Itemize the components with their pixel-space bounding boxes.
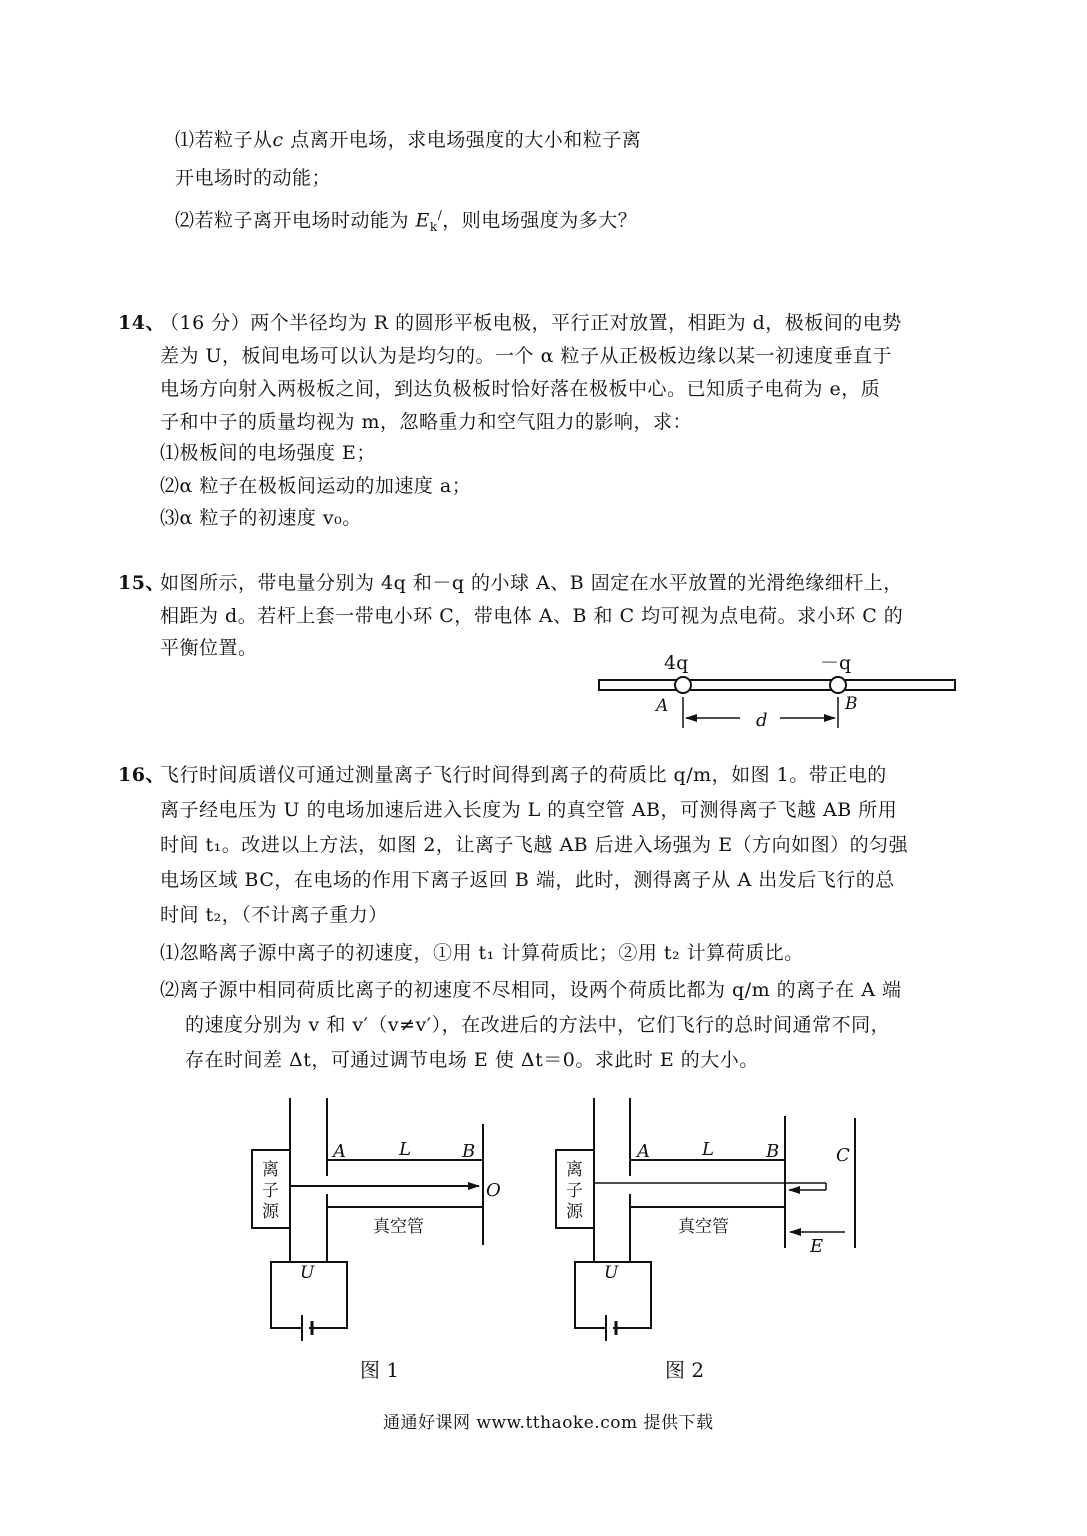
source-char-2: 子 bbox=[262, 1181, 279, 1201]
label-a: A bbox=[333, 1141, 346, 1162]
q15-line3: 平衡位置。 bbox=[160, 637, 258, 659]
q14-part3: ⑶α 粒子的初速度 v₀。 bbox=[160, 507, 362, 529]
label-a: A bbox=[656, 696, 669, 716]
text: ⑴若粒子从 bbox=[175, 129, 273, 151]
label-u: U bbox=[604, 1263, 619, 1283]
q16-line1: 飞行时间质谱仪可通过测量离子飞行时间得到离子的荷质比 q/m，如图 1。带正电的 bbox=[160, 764, 887, 786]
label-b: B bbox=[766, 1141, 780, 1162]
var-c: c bbox=[272, 129, 284, 151]
vacuum-tube-label: 真空管 bbox=[678, 1217, 729, 1237]
charge-b-label: －q bbox=[820, 652, 852, 674]
q14-line2: 差为 U，板间电场可以认为是均匀的。一个 α 粒子从正极板边缘以某一初速度垂直于 bbox=[160, 345, 892, 367]
var-E: E bbox=[415, 209, 430, 232]
q15-line2: 相距为 d。若杆上套一带电小环 C，带电体 A、B 和 C 均可视为点电荷。求小环 C 的 bbox=[160, 605, 904, 627]
charge-a-label: 4q bbox=[664, 652, 689, 674]
ball-b bbox=[830, 677, 846, 693]
fig2-labels bbox=[566, 1139, 850, 1382]
label-a: A bbox=[637, 1141, 650, 1162]
q15-line1: 如图所示，带电量分别为 4q 和－q 的小球 A、B 固定在水平放置的光滑绝缘细杆上， bbox=[160, 572, 903, 594]
q16-part1: ⑴忽略离子源中离子的初速度，①用 t₁ 计算荷质比；②用 t₂ 计算荷质比。 bbox=[160, 942, 804, 964]
text: ，则电场强度为多大？ bbox=[442, 209, 638, 232]
label-e: E bbox=[810, 1236, 824, 1257]
q16-line4: 电场区域 BC，在电场的作用下离子返回 B 端，此时，测得离子从 A 出发后飞行的总 bbox=[160, 869, 895, 891]
fig1-labels bbox=[262, 1139, 501, 1382]
q16-line2: 离子经电压为 U 的电场加速后进入长度为 L 的真空管 AB，可测得离子飞越 AB 所用 bbox=[160, 799, 898, 821]
text: 点离开电场，求电场强度的大小和粒子离 bbox=[283, 129, 642, 151]
q16-part2-line1: ⑵离子源中相同荷质比离子的初速度不尽相同，设两个荷质比都为 q/m 的离子在 A 端 bbox=[160, 979, 902, 1001]
label-b: B bbox=[462, 1141, 476, 1162]
q13-part1-line2: 开电场时的动能； bbox=[175, 167, 332, 189]
label-l: L bbox=[702, 1139, 714, 1160]
q16-part2-line3: 存在时间差 Δt，可通过调节电场 E 使 Δt＝0。求此时 E 的大小。 bbox=[185, 1049, 759, 1071]
fig1 bbox=[252, 1098, 483, 1341]
label-l: L bbox=[399, 1139, 411, 1160]
source-char-3: 源 bbox=[262, 1202, 279, 1222]
q14-number: 14、 bbox=[118, 312, 165, 334]
q16-part2-line2: 的速度分别为 v 和 v′（v≠v′），在改进后的方法中，它们飞行的总时间通常不同， bbox=[185, 1014, 891, 1036]
sup-prime: / bbox=[437, 208, 443, 222]
q16-number: 16、 bbox=[118, 764, 165, 786]
footer: 通通好课网 www.tthaoke.com 提供下载 bbox=[383, 1413, 714, 1433]
label-u: U bbox=[300, 1263, 315, 1283]
ball-a bbox=[675, 677, 691, 693]
label-o: O bbox=[486, 1180, 501, 1201]
q14-line1: （16 分）两个半径均为 R 的圆形平板电极，平行正对放置，相距为 d，极板间的电势 bbox=[160, 312, 902, 334]
fig2-caption: 图 2 bbox=[665, 1358, 705, 1382]
q14-line4: 子和中子的质量均视为 m，忽略重力和空气阻力的影响，求： bbox=[160, 411, 693, 433]
source-char-1: 离 bbox=[566, 1160, 583, 1180]
source-char-1: 离 bbox=[262, 1160, 279, 1180]
q16-line5: 时间 t₂，（不计离子重力） bbox=[160, 904, 388, 926]
q15-rod-figure bbox=[599, 652, 955, 731]
q15-number: 15、 bbox=[118, 572, 165, 594]
source-char-3: 源 bbox=[566, 1202, 583, 1222]
fig1-caption: 图 1 bbox=[360, 1358, 400, 1382]
vacuum-tube-label: 真空管 bbox=[373, 1217, 424, 1237]
text: ⑵若粒子离开电场时动能为 bbox=[175, 209, 416, 232]
label-b: B bbox=[845, 694, 858, 714]
label-d: d bbox=[756, 710, 768, 731]
rod bbox=[599, 680, 955, 690]
q14-line3: 电场方向射入两极板之间，到达负极板时恰好落在极板中心。已知质子电荷为 e，质 bbox=[160, 378, 881, 400]
q14-part1: ⑴极板间的电场强度 E； bbox=[160, 442, 376, 464]
label-c: C bbox=[836, 1145, 850, 1166]
q14-part2: ⑵α 粒子在极板间运动的加速度 a； bbox=[160, 475, 472, 497]
source-char-2: 子 bbox=[566, 1181, 583, 1201]
sub-k: k bbox=[429, 220, 438, 235]
q16-line3: 时间 t₁。改进以上方法，如图 2，让离子飞越 AB 后进入场强为 E（方向如图）的匀强 bbox=[160, 834, 909, 856]
